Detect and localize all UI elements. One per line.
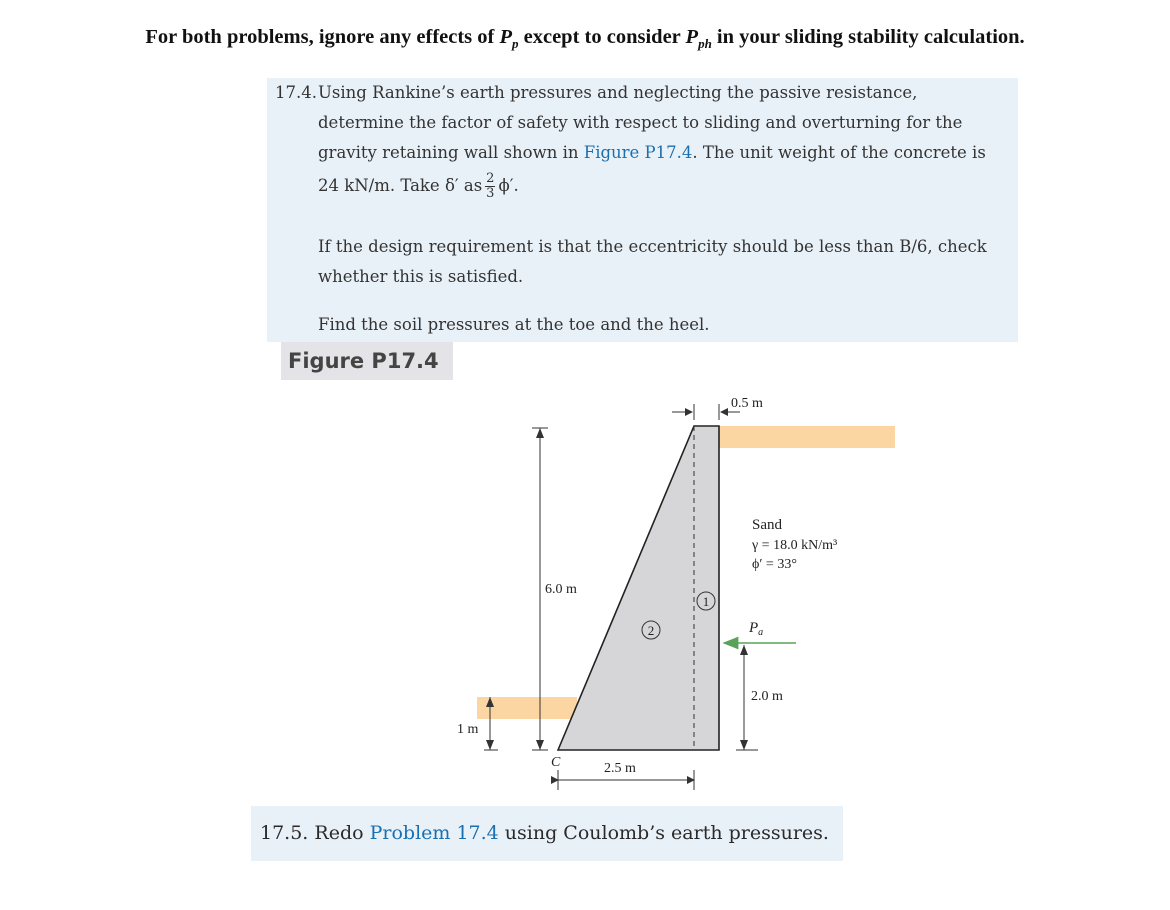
problem-174-line2: determine the factor of safety with respect to sliding and overturning for the [318, 113, 963, 132]
problem-175-line [260, 822, 829, 844]
heading-part3: in your sliding stability calculation. [711, 26, 1025, 48]
eccentricity-line1: If the design requirement is that the eccentricity should be less than B/6, check [318, 237, 987, 256]
force-height-label: 2.0 m [751, 689, 783, 704]
soil-friction-angle: ϕ′ = 33° [752, 557, 797, 572]
problem-174-link[interactable]: Problem 17.4 [369, 822, 499, 844]
height-arrowhead-top [536, 428, 544, 438]
line3-text-a: gravity retaining wall shown in [318, 143, 584, 162]
force-symbol: P [749, 620, 759, 636]
height-label: 6.0 m [545, 582, 577, 597]
force-height-arrowhead-bottom [740, 740, 748, 750]
line4-text-a: 24 kN/m. Take δ′ as [318, 176, 483, 195]
fraction-numerator: 2 [486, 171, 495, 186]
heading-part2: except to consider [518, 26, 686, 48]
problem-174-line1: Using Rankine’s earth pressures and neglecting the passive resistance, [318, 83, 918, 102]
eccentricity-line2: whether this is satisfied. [318, 267, 524, 286]
ph-subscript: ph [698, 36, 712, 52]
backfill-soil-strip [719, 426, 895, 448]
problem-174-number: 17.4. [275, 83, 317, 102]
top-width-label: 0.5 m [731, 396, 763, 411]
soil-unit-weight: γ = 18.0 kN/m³ [752, 538, 838, 553]
active-force-label [748, 620, 763, 638]
line3-text-b: . The unit weight of the concrete is [692, 143, 986, 162]
force-height-arrowhead-top [740, 645, 748, 655]
front-soil-strip [477, 697, 577, 719]
p-symbol: P [499, 26, 513, 48]
base-width-label: 2.5 m [604, 761, 636, 776]
line4-text-b: ϕ′. [498, 176, 519, 195]
soil-name-label: Sand [752, 517, 782, 533]
height-arrowhead-bottom [536, 740, 544, 750]
gravity-wall [558, 426, 719, 750]
embed-arrowhead-bottom [486, 740, 494, 750]
figure-p174-link[interactable]: Figure P17.4 [583, 143, 693, 162]
figure-label: Figure P17.4 [281, 342, 453, 380]
region-1-label: 1 [702, 594, 710, 609]
problem-175-text-b: using Coulomb’s earth pressures. [498, 822, 829, 844]
toe-label: C [551, 755, 561, 770]
problem-175-text-a: Redo [314, 822, 370, 844]
fraction-denominator: 3 [486, 186, 495, 201]
embed-depth-label: 1 m [457, 722, 479, 737]
ph-symbol: P [685, 26, 699, 48]
soil-pressure-line: Find the soil pressures at the toe and the heel. [318, 315, 710, 334]
problem-175-number: 17.5. [260, 822, 309, 844]
heading-part1: For both problems, ignore any effects of [145, 26, 500, 48]
p-subscript: p [512, 36, 519, 52]
region-2-label: 2 [647, 623, 655, 638]
force-subscript: a [758, 627, 764, 638]
